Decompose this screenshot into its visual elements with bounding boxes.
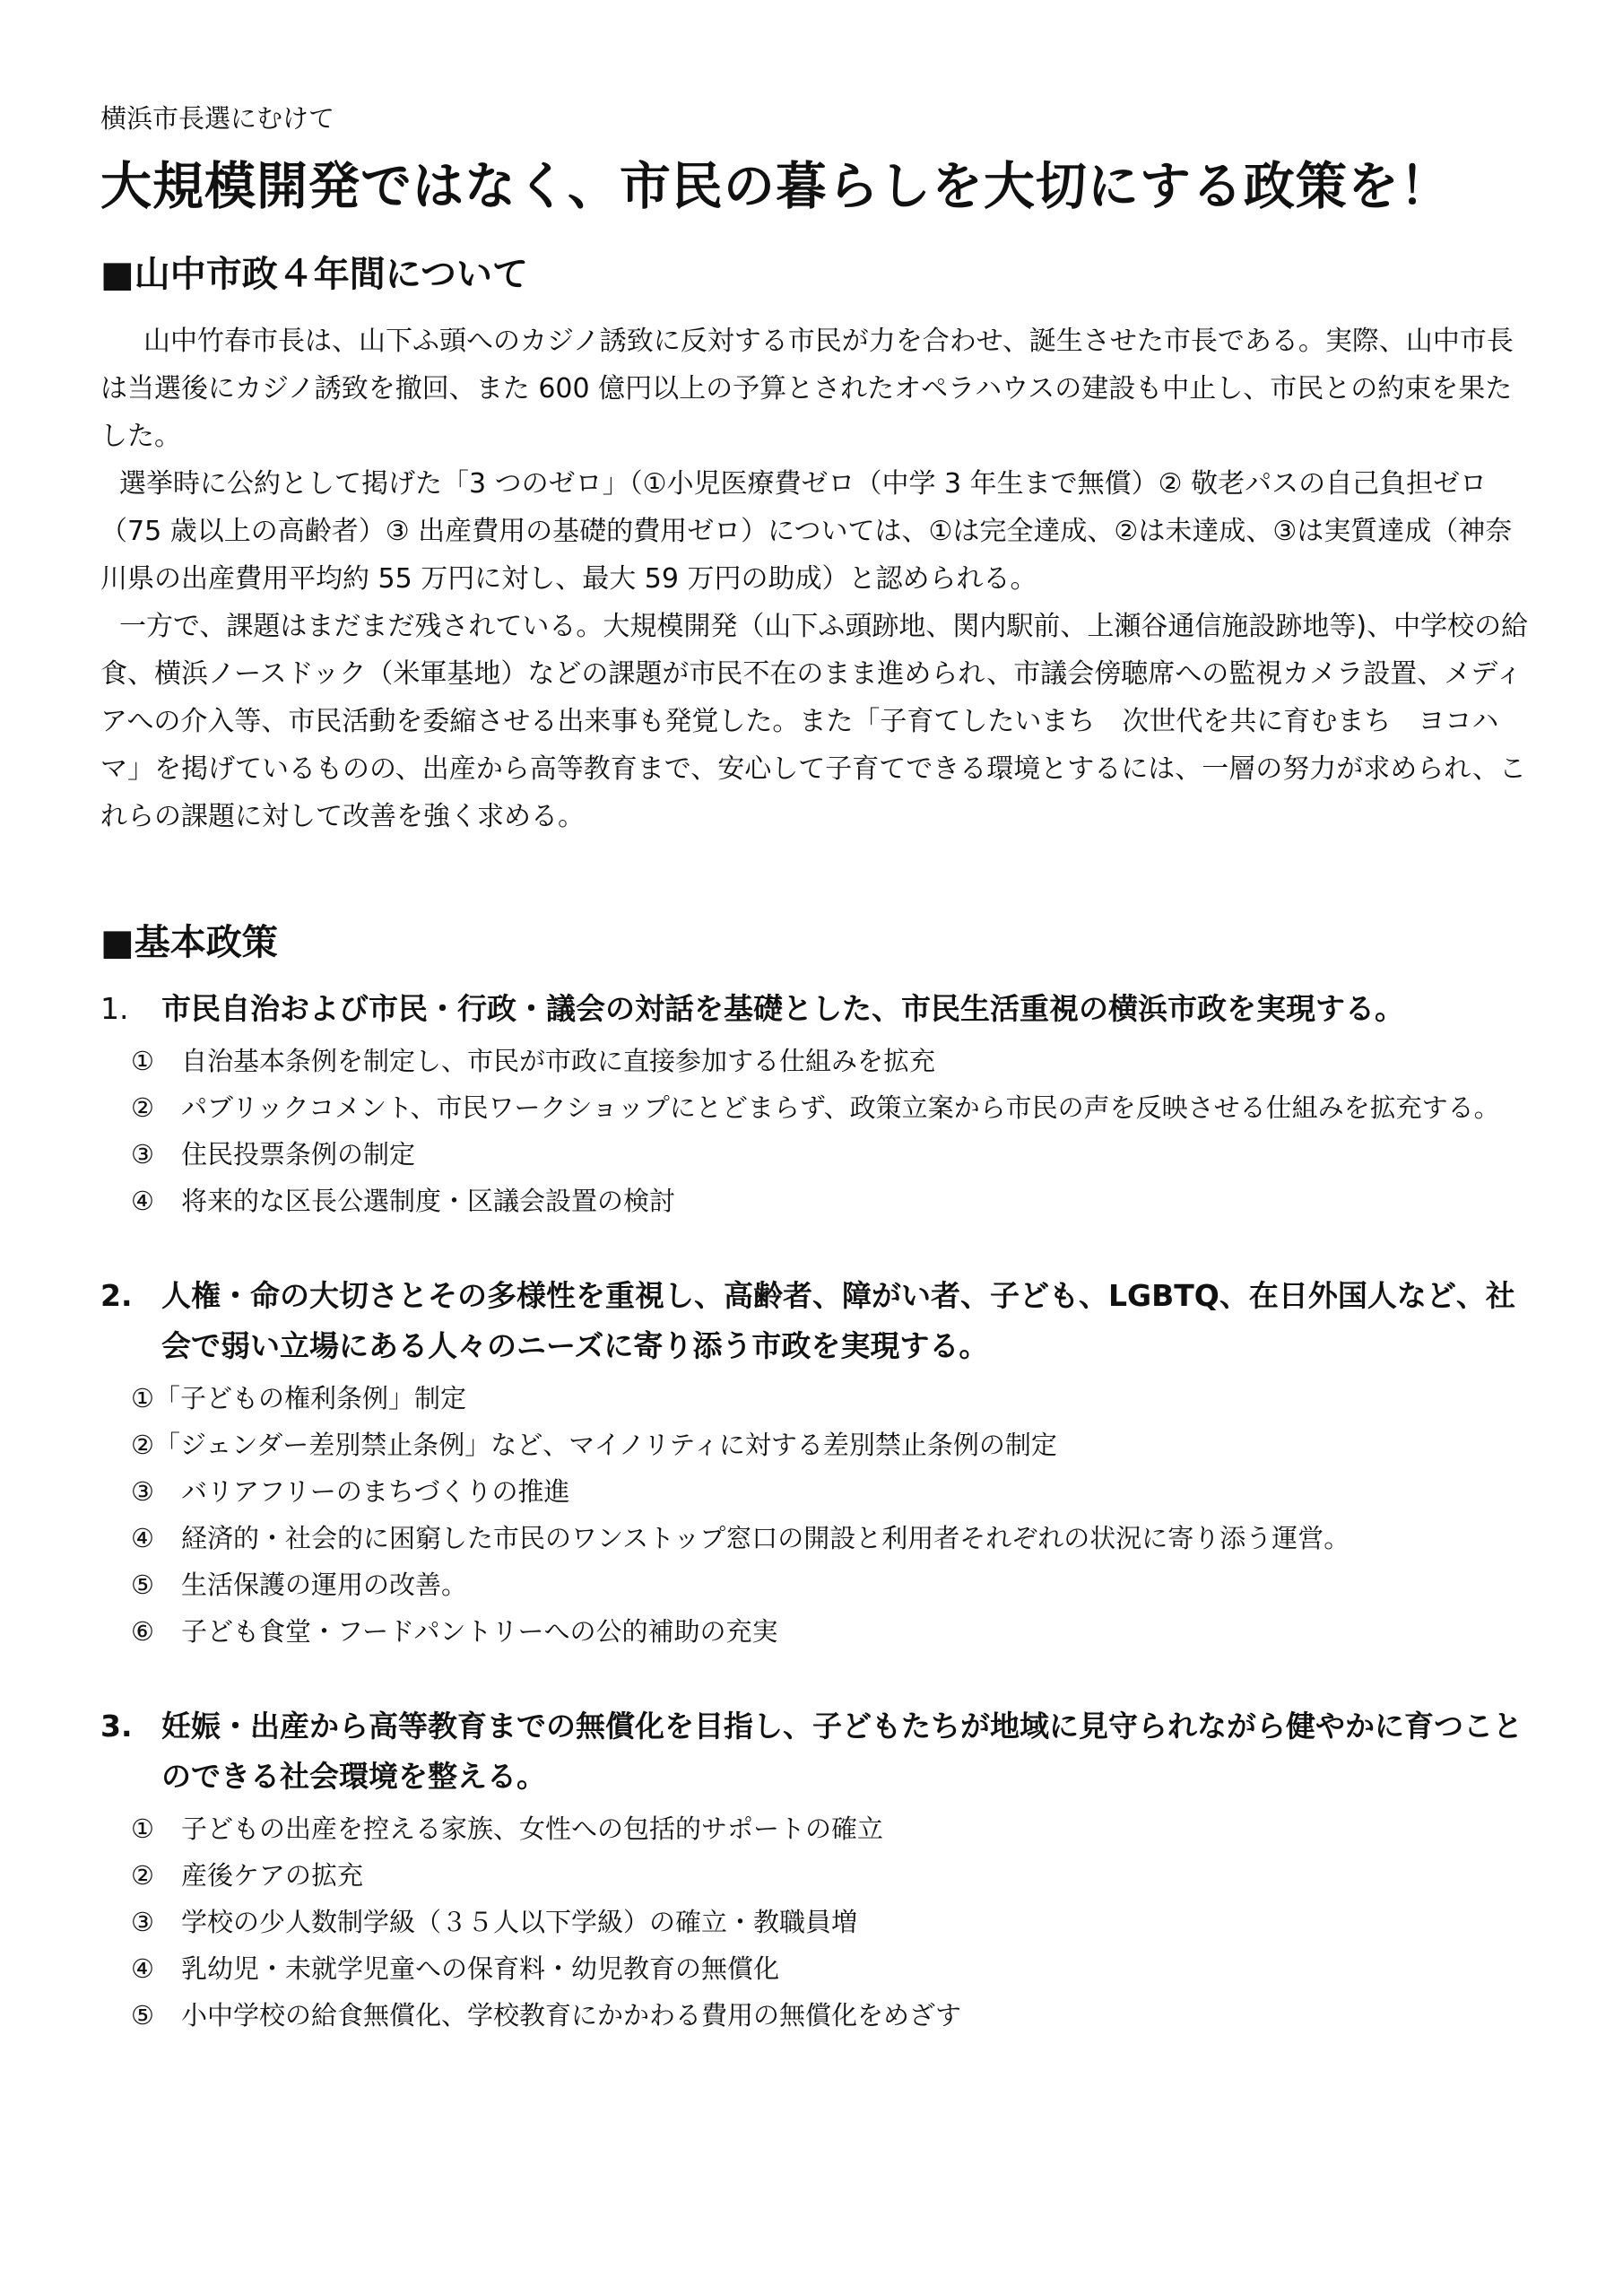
policy-heading [100,984,1535,1034]
list-item [100,1899,1535,1945]
section-heading-yamanaka: ■山中市政４年間について [100,254,528,295]
item-marker: ③ [131,1907,154,1937]
list-item [100,1375,1535,1422]
policy-number: 2. [100,1278,133,1313]
policy-items [100,1805,1535,2039]
item-text: パブリックコメント、市民ワークショップにとどまらず、政策立案から市民の声を反映させる仕組みを拡充する。 [181,1092,1500,1123]
list-item [100,1852,1535,1899]
item-marker: ⑤ [131,2000,154,2031]
item-marker: ② [131,1092,154,1123]
item-text: 乳幼児・未就学児童への保育料・幼児教育の無償化 [181,1953,780,1984]
kicker-text: 横浜市長選にむけて [100,103,335,134]
list-item [100,1515,1535,1561]
list-item [100,1608,1535,1655]
item-marker: ④ [131,1186,154,1216]
item-text: 住民投票条例の制定 [181,1139,416,1170]
paragraph-3: 一方で、課題はまだまだ残されている。大規模開発（山下ふ頭跡地、関内駅前、上瀬谷通信施設跡地等)、中学校の給食、横浜ノースドック（米軍基地）などの課題が市民不在のまま進められ、市議会傍聴席への監視カメラ設置、メディアへの介入等、市民活動を委縮させる出来事も発覚した。また「子育てしたいまち 次世代を共に育むまち ヨコハマ」を掲げているものの、出産から高等教育まで、安心して子育てできる環境とするには、一層の努力が求められ、これらの課題に対して改善を強く求める。 [100,611,1529,832]
item-marker: ④ [131,1523,154,1553]
policy-2 [100,1271,1535,1655]
list-item [100,1468,1535,1515]
list-item [100,1561,1535,1608]
policy-1 [100,984,1535,1224]
item-text: 生活保護の運用の改善。 [181,1570,468,1600]
item-marker: ⑥ [131,1616,154,1647]
item-marker: ① [131,1813,154,1844]
item-text: 子どもの出産を控える家族、女性への包括的サポートの確立 [181,1813,884,1844]
item-text: 将来的な区長公選制度・区議会設置の検討 [181,1186,676,1216]
policy-title: 人権・命の大切さとその多様性を重視し、高齢者、障がい者、子ども、LGBTQ、在日外国人など、社会で弱い立場にある人々のニーズに寄り添う市政を実現する。 [161,1278,1515,1363]
list-item [100,1992,1535,2039]
item-text: バリアフリーのまちづくりの推進 [181,1476,570,1507]
item-marker: ② [131,1430,154,1460]
item-text: 「子どもの権利条例」制定 [154,1383,467,1413]
item-marker: ③ [131,1139,154,1170]
policy-title: 妊娠・出産から高等教育までの無償化を目指し、子どもたちが地域に見守られながら健やかに育つことのできる社会環境を整える。 [161,1709,1523,1794]
list-item [100,1178,1535,1224]
document-page [100,99,1535,2039]
paragraph-2: 選挙時に公約として掲げた「3 つのゼロ」（①小児医療費ゼロ（中学 3 年生まで無償）② 敬老パスの自己負担ゼロ（75 歳以上の高齢者）③ 出産費用の基礎的費用ゼロ）については、①は完全達成、②は未達成、③は実質達成（神奈川県の出産費用平均約 55 万円に対し、最大 59 万円の助成）と認められる。 [100,468,1513,595]
item-text: 「ジェンダー差別禁止条例」など、マイノリティに対する差別禁止条例の制定 [154,1430,1057,1460]
item-text: 経済的・社会的に困窮した市民のワンストップ窓口の開設と利用者それぞれの状況に寄り添う運営。 [181,1523,1350,1553]
policy-3 [100,1701,1535,2039]
list-item [100,1038,1535,1084]
policy-heading [100,1271,1535,1371]
item-text: 自治基本条例を制定し、市民が市政に直接参加する仕組みを拡充 [181,1046,936,1076]
item-text: 小中学校の給食無償化、学校教育にかかわる費用の無償化をめざす [181,2000,962,2031]
list-item [100,1422,1535,1468]
policy-heading [100,1701,1535,1802]
list-item [100,1084,1535,1131]
item-text: 子ども食堂・フードパントリーへの公的補助の充実 [181,1616,778,1647]
list-item [100,1131,1535,1178]
item-marker: ① [131,1046,154,1076]
policy-title: 市民自治および市民・行政・議会の対話を基礎とした、市民生活重視の横浜市政を実現する。 [161,991,1404,1026]
item-marker: ① [131,1383,154,1413]
item-marker: ② [131,1860,154,1891]
policy-number: 1. [100,991,129,1026]
item-marker: ④ [131,1953,154,1984]
paragraph-1: 山中竹春市長は、山下ふ頭へのカジノ誘致に反対する市民が力を合わせ、誕生させた市長である。実際、山中市長は当選後にカジノ誘致を撤回、また 600 億円以上の予算とされたオペラハウスの建設も中止し、市民との約束を果たした。 [100,326,1514,452]
item-marker: ③ [131,1476,154,1507]
list-item [100,1805,1535,1852]
item-text: 産後ケアの拡充 [181,1860,364,1891]
policy-number: 3. [100,1709,133,1744]
main-title: 大規模開発ではなく、市民の暮らしを大切にする政策を！ [100,157,1452,216]
item-marker: ⑤ [131,1570,154,1600]
policy-items [100,1375,1535,1655]
policy-items [100,1038,1535,1224]
section-heading-basic-policy: ■基本政策 [100,922,278,963]
list-item [100,1945,1535,1992]
item-text: 学校の少人数制学級（３５人以下学級）の確立・教職員増 [181,1907,858,1937]
